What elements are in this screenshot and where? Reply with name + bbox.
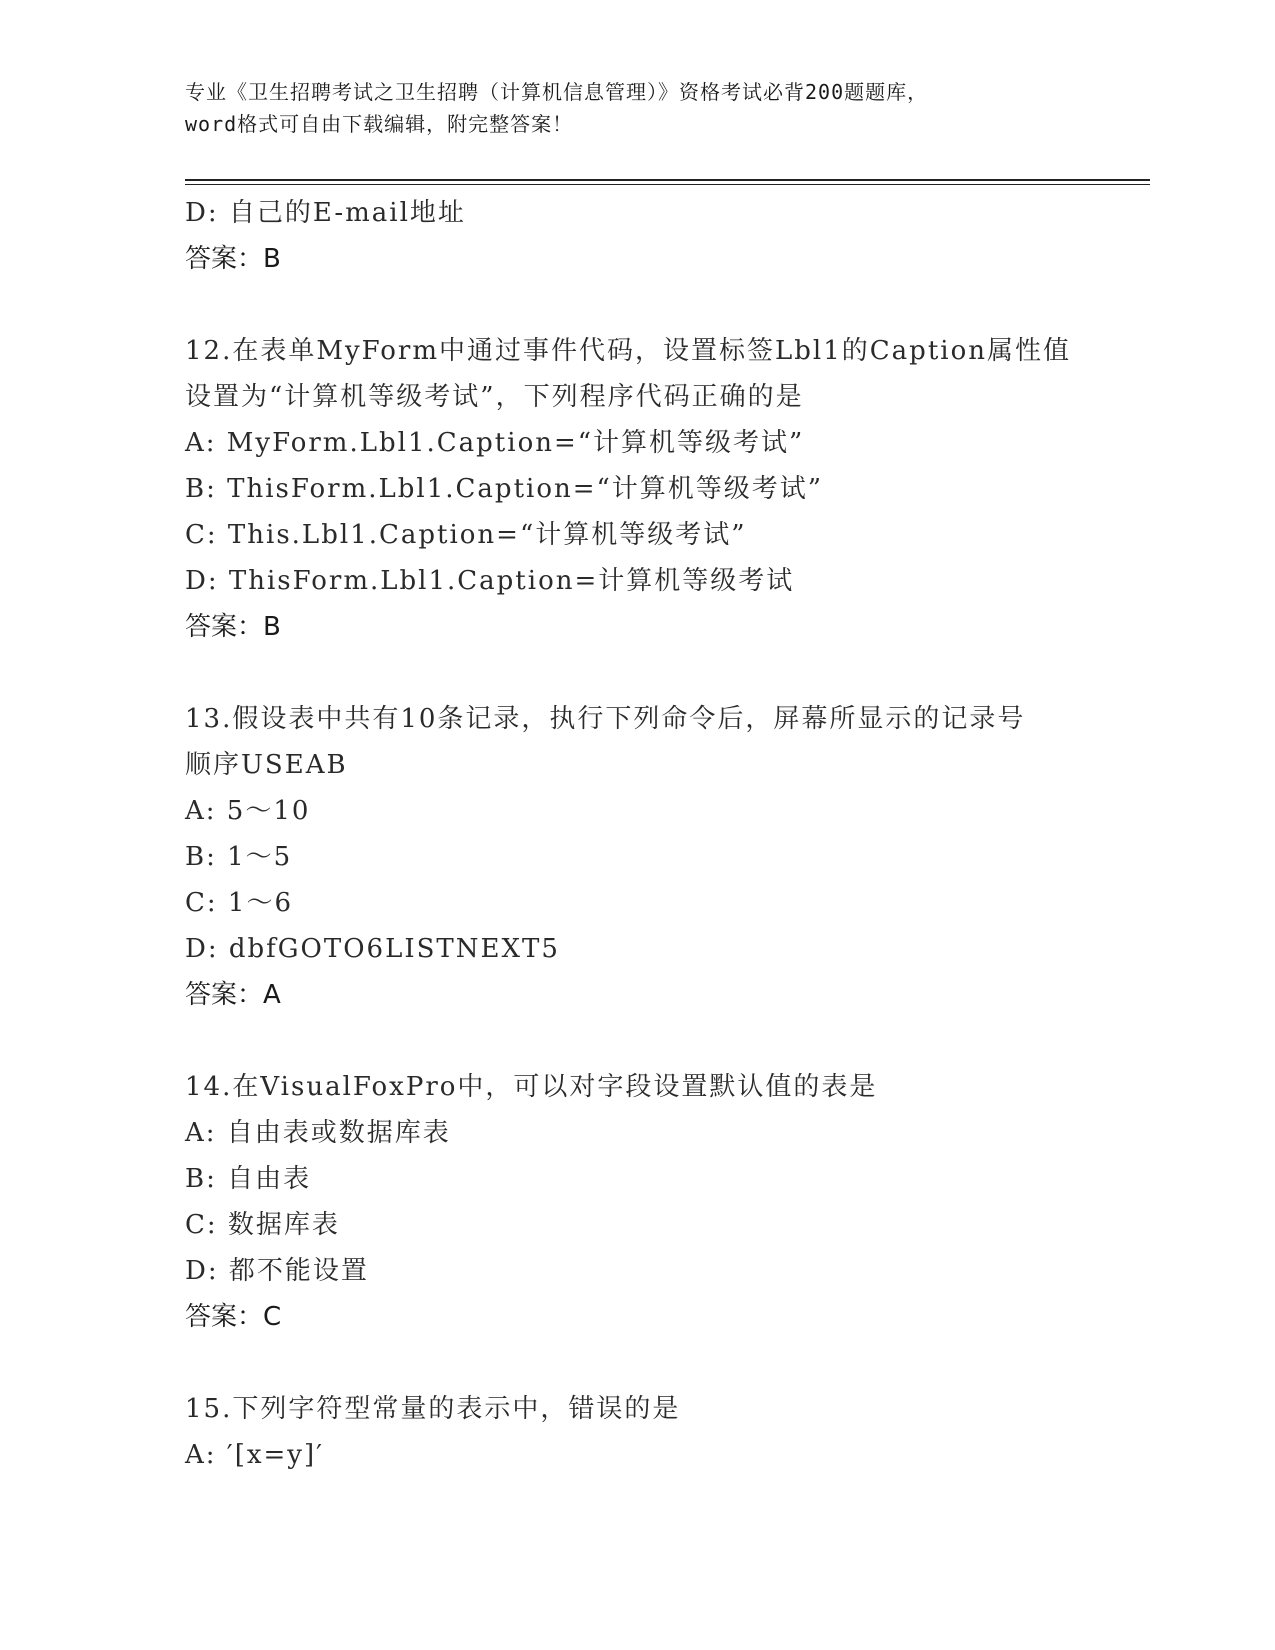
answer-line: 答案：C xyxy=(185,1302,282,1332)
question-block xyxy=(185,328,1145,650)
block-spacer xyxy=(185,1018,1145,1064)
option-c: C: 数据库表 xyxy=(185,1210,340,1240)
option-d: D: dbfGOTO6LISTNEXT5 xyxy=(185,934,560,964)
question-stem-continued: 顺序USEAB xyxy=(185,750,348,780)
option-a: A: MyForm.Lbl1.Caption=“计算机等级考试” xyxy=(185,428,805,458)
option-c: C: 1～6 xyxy=(185,888,294,918)
question-stem: 15.下列字符型常量的表示中，错误的是 xyxy=(185,1394,681,1424)
block-spacer xyxy=(185,282,1145,328)
block-spacer xyxy=(185,650,1145,696)
question-list xyxy=(185,190,1145,1478)
question-stem-continued: 设置为“计算机等级考试”，下列程序代码正确的是 xyxy=(185,382,804,412)
question-stem: 12.在表单MyForm中通过事件代码，设置标签Lbl1的Caption属性值 xyxy=(185,336,1071,366)
answer-line: 答案：A xyxy=(185,980,281,1010)
option-line: D: 自己的E-mail地址 xyxy=(185,198,466,228)
option-b: B: 1～5 xyxy=(185,842,293,872)
question-block xyxy=(185,696,1145,1018)
question-block xyxy=(185,1386,1145,1478)
question-block xyxy=(185,1064,1145,1340)
block-spacer xyxy=(185,1340,1145,1386)
question-stem: 13.假设表中共有10条记录，执行下列命令后，屏幕所显示的记录号 xyxy=(185,704,1026,734)
option-d: D: ThisForm.Lbl1.Caption=计算机等级考试 xyxy=(185,566,795,596)
header-divider-thin xyxy=(185,184,1150,185)
answer-line: 答案：B xyxy=(185,244,281,274)
option-a: A: 自由表或数据库表 xyxy=(185,1118,451,1148)
option-b: B: ThisForm.Lbl1.Caption=“计算机等级考试” xyxy=(185,474,824,504)
header-divider-thick xyxy=(185,179,1150,181)
answer-line: 答案：B xyxy=(185,612,281,642)
header-title-line-1: 专业《卫生招聘考试之卫生招聘（计算机信息管理）》资格考试必背200题题库， xyxy=(185,80,929,104)
option-a: A: ′[x=y]′ xyxy=(185,1440,325,1470)
header-title-line-2: word格式可自由下载编辑，附完整答案！ xyxy=(185,112,574,136)
document-header xyxy=(185,76,1085,140)
option-a: A: 5～10 xyxy=(185,796,311,826)
question-block xyxy=(185,190,1145,282)
option-d: D: 都不能设置 xyxy=(185,1256,369,1286)
question-stem: 14.在VisualFoxPro中，可以对字段设置默认值的表是 xyxy=(185,1072,878,1102)
option-c: C: This.Lbl1.Caption=“计算机等级考试” xyxy=(185,520,747,550)
option-b: B: 自由表 xyxy=(185,1164,312,1194)
